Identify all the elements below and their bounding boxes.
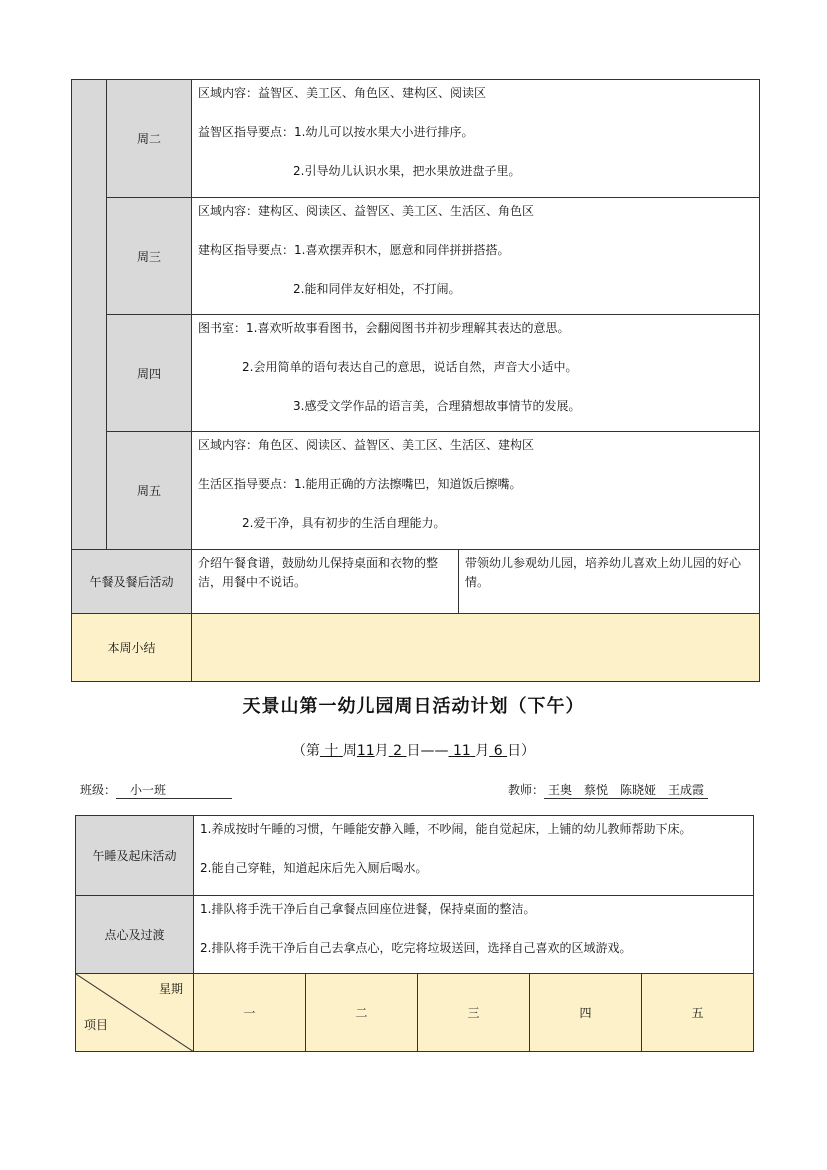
day-label-fri: 周五 <box>107 432 192 550</box>
day-content-wed: 区域内容：建构区、阅读区、益智区、美工区、生活区、角色区 建构区指导要点：1.喜欢摆弄积木，愿意和同伴拼拼搭搭。 2.能和同伴友好相处，不打闹。 <box>192 198 760 315</box>
weekday-tue: 二 <box>306 974 418 1052</box>
date-range: （第 十 周11月 2 日—— 11 月 6 日） <box>291 743 536 759</box>
summary-label: 本周小结 <box>72 614 192 682</box>
teacher-field[interactable]: 王奥 蔡悦 陈晓娅 王成霞 <box>544 781 708 799</box>
day-content-fri: 区域内容：角色区、阅读区、益智区、美工区、生活区、建构区 生活区指导要点：1.能用正确的方法擦嘴巴，知道饭后擦嘴。 2.爱干净，具有初步的生活自理能力。 <box>192 432 760 550</box>
day-content-tue: 区域内容：益智区、美工区、角色区、建构区、阅读区 益智区指导要点：1.幼儿可以按水果大小进行排序。 2.引导幼儿认识水果，把水果放进盘子里。 <box>192 80 760 198</box>
snack-label: 点心及过渡 <box>76 896 194 974</box>
class-field[interactable]: 小一班 <box>116 781 232 799</box>
summary-content[interactable] <box>192 614 760 682</box>
teacher-info: 教师： 王奥 蔡悦 陈晓娅 王成霞 <box>508 781 708 799</box>
weekday-fri: 五 <box>642 974 754 1052</box>
corner-item-label: 项目 <box>84 1018 109 1032</box>
left-grey-column <box>72 80 107 550</box>
week-number[interactable]: 十 <box>324 743 339 759</box>
page-title: 天景山第一幼儿园周日活动计划（下午） <box>242 696 585 717</box>
snack-content: 1.排队将手洗干净后自己拿餐点回座位进餐，保持桌面的整洁。 2.排队将手洗干净后自己去拿点心，吃完将垃圾送回，选择自己喜欢的区域游戏。 <box>194 896 754 974</box>
lunch-content-left: 介绍午餐食谱，鼓励幼儿保持桌面和衣物的整洁，用餐中不说话。 <box>192 550 459 614</box>
day-label-thu: 周四 <box>107 315 192 432</box>
bottom-plan-table <box>75 815 754 1052</box>
nap-label: 午睡及起床活动 <box>76 816 194 896</box>
weekday-thu: 四 <box>530 974 642 1052</box>
header-corner <box>76 974 194 1052</box>
nap-content: 1.养成按时午睡的习惯，午睡能安静入睡，不吵闹，能自觉起床，上铺的幼儿教师帮助下床。 2.能自己穿鞋，知道起床后先入厕后喝水。 <box>194 816 754 896</box>
top-plan-table <box>71 79 760 682</box>
class-info: 班级： 小一班 <box>80 781 232 799</box>
lunch-content-right: 带领幼儿参观幼儿园，培养幼儿喜欢上幼儿园的好心情。 <box>459 550 760 614</box>
day-label-tue: 周二 <box>107 80 192 198</box>
day-content-thu: 图书室：1.喜欢听故事看图书，会翻阅图书并初步理解其表达的意思。 2.会用简单的语句表达自己的意思，说话自然，声音大小适中。 3.感受文学作品的语言美，合理猜想故事情节的发展。 <box>192 315 760 432</box>
lunch-label: 午餐及餐后活动 <box>72 550 192 614</box>
day-label-wed: 周三 <box>107 198 192 315</box>
weekday-mon: 一 <box>194 974 306 1052</box>
weekday-wed: 三 <box>418 974 530 1052</box>
corner-weekday-label: 星期 <box>158 982 183 996</box>
